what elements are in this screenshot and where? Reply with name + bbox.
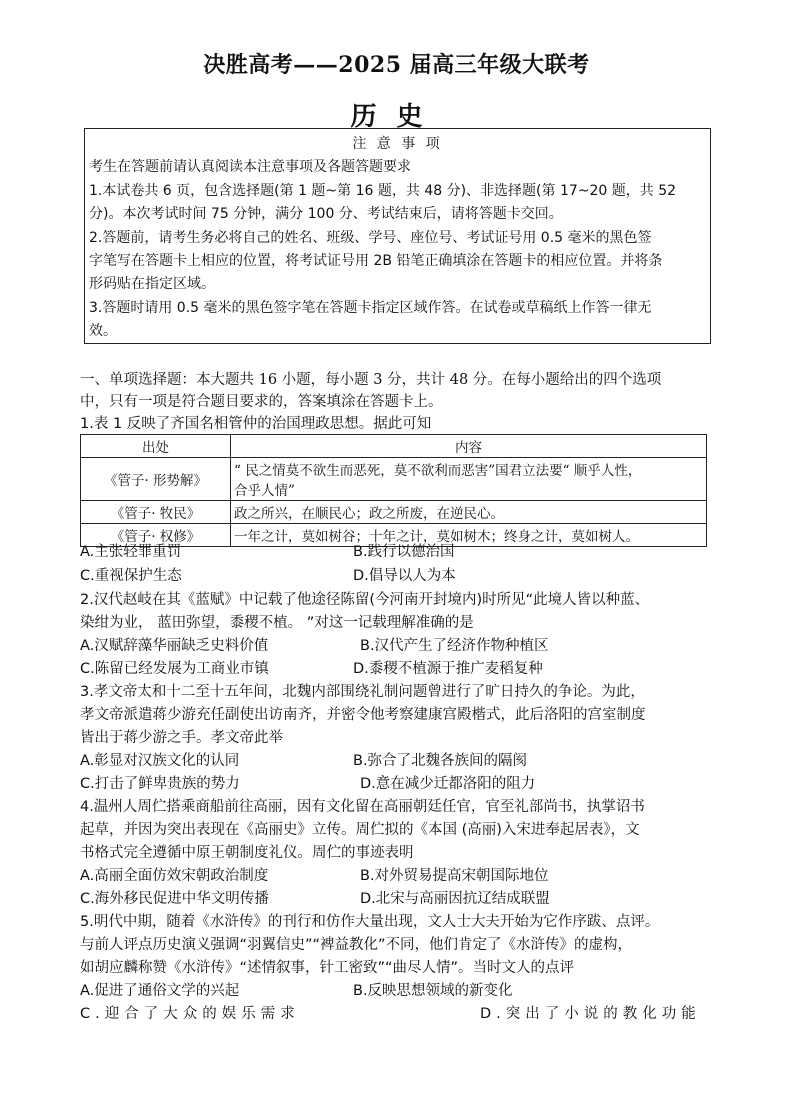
question-5-stem: 如胡应麟称赞《水浒传》“述情叙事，针工密致”“曲尽人情”。当时文人的点评 (80, 960, 575, 976)
option-d[interactable]: D.北宋与高丽因抗辽结成联盟 (360, 891, 550, 907)
question-5-stem: 5.明代中期，随着《水浒传》的刊行和仿作大量出现，文人士大夫开始为它作序跋、点评。 (80, 914, 660, 930)
option-a[interactable]: A.彰显对汉族文化的认同 (80, 753, 240, 769)
notice-box (84, 128, 711, 344)
notice-line: 字笔写在答题卡上相应的位置，将考试证号用 2B 铅笔正确填涂在答题卡的相应位置。并将条 (89, 253, 663, 269)
table-row (81, 501, 707, 524)
option-a[interactable]: A.高丽全面仿效宋朝政治制度 (80, 868, 269, 884)
option-b[interactable]: B.汉代产生了经济作物种植区 (360, 638, 549, 654)
question-4-stem: 起草，并因为突出表现在《高丽史》立传。周伫拟的《本国 (高丽)入宋进奉起居表》，文 (80, 822, 640, 838)
section-instruction: 中，只有一项是符合题目要求的，答案填涂在答题卡上。 (80, 394, 443, 410)
option-b[interactable]: B.弥合了北魏各族间的隔阂 (353, 753, 528, 769)
notice-line: 3.答题时请用 0.5 毫米的黑色签字笔在答题卡指定区域作答。在试卷或草稿纸上作答一律无 (89, 300, 652, 316)
notice-line: 效。 (89, 323, 117, 339)
subject-title: 历史 (350, 102, 443, 132)
option-a[interactable]: A.汉赋辞藻华丽缺乏史料价值 (80, 638, 269, 654)
notice-line: 形码贴在指定区域。 (89, 276, 215, 292)
exam-title: 决胜高考——2025 届高三年级大联考 (203, 52, 590, 78)
notice-line: 2.答题前，请考生务必将自己的姓名、班级、学号、座位号、考试证号用 0.5 毫米的黑色签 (89, 230, 652, 246)
option-d[interactable]: D.意在减少迁都洛阳的阻力 (360, 776, 536, 792)
table-cell-content: 政之所兴，在顺民心；政之所废，在逆民心。 (231, 501, 707, 524)
question-4-stem: 书格式完全遵循中原王朝制度礼仪。周伫的事迹表明 (80, 845, 414, 861)
option-d[interactable]: D.黍稷不植源于推广麦稻复种 (353, 661, 543, 677)
option-c[interactable]: C.海外移民促进中华文明传播 (80, 891, 269, 907)
notice-line: 分)。本次考试时间 75 分钟，满分 100 分、考试结束后，请将答题卡交回。 (89, 206, 563, 222)
option-b[interactable]: B.对外贸易提高宋朝国际地位 (360, 868, 549, 884)
option-b[interactable]: B.践行以德治国 (353, 544, 455, 560)
question-4-stem: 4.温州人周伫搭乘商船前往高丽，因有文化留在高丽朝廷任官，官至礼部尚书，执掌诏书 (80, 799, 645, 815)
question-5-stem: 与前人评点历史演义强调“羽翼信史”“裨益教化”不同，他们肯定了《水浒传》的虚构， (80, 937, 633, 953)
section-instruction: 一、单项选择题：本大题共 16 小题，每小题 3 分，共计 48 分。在每小题给出的四个选项 (80, 372, 662, 388)
question-2-stem: 2.汉代赵岐在其《蓝赋》中记载了他途径陈留(今河南开封境内)时所见“此境人皆以种蓝、 (80, 592, 650, 608)
table-header: 出处 (81, 435, 231, 458)
question-2-stem: 染绀为业， 蓝田弥望，黍稷不植。 ”对这一记载理解准确的是 (80, 615, 474, 631)
notice-line: 1.本试卷共 6 页，包含选择题(第 1 题~第 16 题，共 48 分)、非选择题(第 17~20 题，共 52 (89, 183, 677, 199)
question-3-stem: 孝文帝派遣蒋少游充任副使出访南齐，并密令他考察建康宫殿楷式，此后洛阳的宫室制度 (80, 707, 646, 723)
table-cell-source: 《管子· 牧民》 (81, 501, 231, 524)
table-row (81, 458, 707, 501)
option-d[interactable]: D.突出了小说的教化功能 (480, 1006, 701, 1022)
option-c[interactable]: C.陈留已经发展为工商业市镇 (80, 661, 269, 677)
question-1-stem: 1.表 1 反映了齐国名相管仲的治国理政思想。据此可知 (80, 416, 432, 432)
table-cell-source: 《管子· 权修》 (81, 524, 231, 547)
table-cell-content: “ 民之情莫不欲生而恶死，莫不欲利而恶害”国君立法要“ 顺乎人性， 合乎人情” (231, 458, 707, 501)
option-d[interactable]: D.倡导以人为本 (353, 568, 456, 584)
option-c[interactable]: C.迎合了大众的娱乐需求 (80, 1006, 300, 1022)
option-c[interactable]: C.打击了鲜卑贵族的势力 (80, 776, 240, 792)
notice-line: 考生在答题前请认真阅读本注意事项及各题答题要求 (89, 159, 411, 175)
option-a[interactable]: A.主张轻罪重罚 (80, 544, 182, 560)
question-3-stem: 皆出于蒋少游之手。孝文帝此举 (80, 730, 283, 746)
option-b[interactable]: B.反映思想领域的新变化 (353, 983, 513, 999)
table-header-row (81, 435, 707, 458)
notice-heading: 注 意 事 项 (352, 136, 443, 152)
table-cell-source: 《管子· 形势解》 (81, 458, 231, 501)
source-table (80, 434, 707, 547)
table-cell-content: 一年之计，莫如树谷；十年之计，莫如树木；终身之计，莫如树人。 (231, 524, 707, 547)
option-c[interactable]: C.重视保护生态 (80, 568, 182, 584)
table-header: 内容 (231, 435, 707, 458)
question-3-stem: 3.孝文帝太和十二至十五年间，北魏内部围绕礼制问题曾进行了旷日持久的争论。为此， (80, 684, 645, 700)
option-a[interactable]: A.促进了通俗文学的兴起 (80, 983, 240, 999)
